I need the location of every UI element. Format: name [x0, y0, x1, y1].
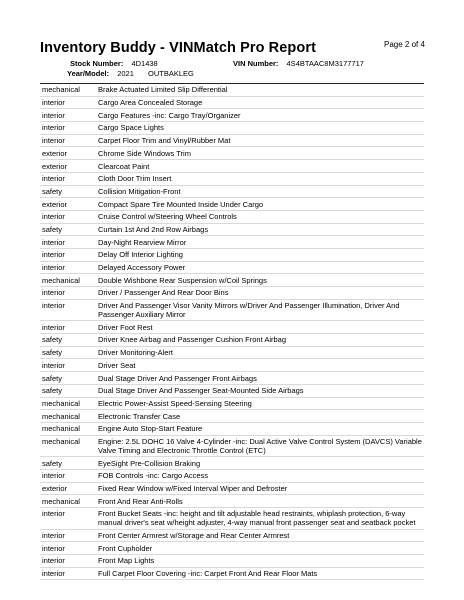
vin-number-field	[233, 59, 364, 68]
feature-category: interior	[42, 471, 65, 481]
feature-row	[40, 530, 424, 543]
feature-category: interior	[42, 569, 65, 579]
feature-category: interior	[42, 301, 65, 311]
feature-row	[40, 236, 424, 249]
feature-row	[40, 410, 424, 423]
feature-description: FOB Controls -inc: Cargo Access	[98, 471, 209, 481]
feature-category: interior	[42, 98, 65, 108]
feature-row	[40, 483, 424, 496]
feature-description: Brake Actuated Limited Slip Differential	[98, 85, 228, 95]
feature-row	[40, 274, 424, 287]
feature-description: Cruise Control w/Steering Wheel Controls	[98, 212, 237, 222]
feature-description: Dual Stage Driver And Passenger Front Airbags	[98, 373, 257, 383]
feature-category: safety	[42, 458, 63, 468]
feature-row	[40, 542, 424, 555]
feature-description: Day-Night Rearview Mirror	[98, 237, 187, 247]
feature-description: Front Map Lights	[98, 556, 155, 566]
feature-category: mechanical	[42, 398, 80, 408]
feature-description: Cargo Space Lights	[98, 123, 164, 133]
report-title: Inventory Buddy - VINMatch Pro Report	[40, 40, 316, 56]
feature-category: interior	[42, 322, 65, 332]
feature-category: interior	[42, 110, 65, 120]
feature-row	[40, 372, 424, 385]
feature-description: Electronic Transfer Case	[98, 411, 181, 421]
feature-description: Collision Mitigation-Front	[98, 186, 181, 196]
feature-category: interior	[42, 212, 65, 222]
feature-row	[40, 147, 424, 160]
feature-category: interior	[42, 531, 65, 541]
feature-category: interior	[42, 237, 65, 247]
feature-row	[40, 300, 424, 322]
feature-category: exterior	[42, 199, 68, 209]
feature-description: Curtain 1st And 2nd Row Airbags	[98, 224, 209, 234]
feature-row	[40, 508, 424, 530]
feature-row	[40, 334, 424, 347]
feature-category: interior	[42, 123, 65, 133]
feature-row	[40, 84, 424, 97]
stock-number-label: Stock Number:	[70, 59, 124, 68]
feature-description: Full Carpet Floor Covering -inc: Carpet Front And Rear Floor Mats	[98, 569, 318, 579]
feature-description: Front And Rear Anti-Rolls	[98, 496, 183, 506]
feature-description: Driver Foot Rest	[98, 322, 153, 332]
feature-row	[40, 436, 424, 458]
feature-category: exterior	[42, 148, 68, 158]
feature-category: interior	[42, 250, 65, 260]
feature-category: interior	[42, 360, 65, 370]
stock-number-value: 4D1438	[131, 59, 158, 68]
feature-description: Double Wishbone Rear Suspension w/Coil Springs	[98, 275, 267, 285]
feature-description: Cargo Features -inc: Cargo Tray/Organizer	[98, 110, 241, 120]
feature-row	[40, 173, 424, 186]
feature-category: safety	[42, 224, 63, 234]
feature-description: Driver Knee Airbag and Passenger Cushion Front Airbag	[98, 335, 287, 345]
feature-category: interior	[42, 263, 65, 273]
feature-row	[40, 347, 424, 360]
feature-description: Front Cupholder	[98, 543, 153, 553]
feature-category: interior	[42, 288, 65, 298]
feature-description: Driver Seat	[98, 360, 136, 370]
feature-row	[40, 224, 424, 237]
model-value: OUTBAKLEG	[147, 69, 194, 78]
feature-description: Fixed Rear Window w/Fixed Interval Wiper and Defroster	[98, 484, 288, 494]
stock-number-field	[70, 59, 158, 68]
feature-description: Delay Off Interior Lighting	[98, 250, 183, 260]
feature-row	[40, 287, 424, 300]
feature-category: safety	[42, 335, 63, 345]
year-model-label: Year/Model:	[67, 69, 110, 78]
feature-row	[40, 423, 424, 436]
feature-category: safety	[42, 348, 63, 358]
feature-row	[40, 97, 424, 110]
feature-description: Electric Power-Assist Speed-Sensing Steering	[98, 398, 252, 408]
feature-description: Cloth Door Trim Insert	[98, 174, 172, 184]
feature-description: Driver Monitoring-Alert	[98, 348, 174, 358]
feature-category: interior	[42, 136, 65, 146]
feature-description: Engine Auto Stop-Start Feature	[98, 424, 203, 434]
feature-row	[40, 186, 424, 199]
feature-category: mechanical	[42, 436, 80, 446]
feature-description: Chrome Side Windows Trim	[98, 148, 191, 158]
feature-row	[40, 495, 424, 508]
feature-row	[40, 398, 424, 411]
year-model-field	[67, 69, 194, 78]
feature-row	[40, 321, 424, 334]
vin-number-label: VIN Number:	[233, 59, 279, 68]
feature-description: EyeSight Pre-Collision Braking	[98, 458, 201, 468]
feature-category: safety	[42, 386, 63, 396]
feature-row	[40, 568, 424, 581]
feature-description: Driver / Passenger And Rear Door Bins	[98, 288, 229, 298]
feature-category: interior	[42, 509, 65, 519]
feature-category: mechanical	[42, 411, 80, 421]
feature-category: mechanical	[42, 424, 80, 434]
feature-row	[40, 122, 424, 135]
feature-category: interior	[42, 556, 65, 566]
feature-description: Dual Stage Driver And Passenger Seat-Mounted Side Airbags	[98, 386, 304, 396]
feature-category: exterior	[42, 484, 68, 494]
feature-category: safety	[42, 186, 63, 196]
feature-row	[40, 470, 424, 483]
year-value: 2021	[117, 69, 134, 78]
feature-category: interior	[42, 543, 65, 553]
feature-description: Front Bucket Seats -inc: height and tilt adjustable head restraints, whiplash protection, 6-way manual driver's seat w/height adjuster, 4-way manual front passenger seat and seatback pocket	[98, 509, 416, 528]
feature-list	[40, 84, 424, 580]
feature-description: Cargo Area Concealed Storage	[98, 98, 203, 108]
feature-row	[40, 135, 424, 148]
feature-description: Front Center Armrest w/Storage and Rear Center Armrest	[98, 531, 290, 541]
feature-description: Clearcoat Paint	[98, 161, 150, 171]
feature-description: Delayed Accessory Power	[98, 263, 186, 273]
feature-category: mechanical	[42, 496, 80, 506]
feature-row	[40, 262, 424, 275]
feature-row	[40, 160, 424, 173]
feature-row	[40, 385, 424, 398]
feature-category: mechanical	[42, 85, 80, 95]
feature-row	[40, 198, 424, 211]
feature-description: Carpet Floor Trim and Vinyl/Rubber Mat	[98, 136, 231, 146]
feature-category: mechanical	[42, 275, 80, 285]
feature-row	[40, 211, 424, 224]
feature-category: interior	[42, 174, 65, 184]
feature-category: exterior	[42, 161, 68, 171]
feature-row	[40, 249, 424, 262]
page-number: Page 2 of 4	[384, 40, 425, 49]
feature-description: Engine: 2.5L DOHC 16 Valve 4-Cylinder -inc: Dual Active Valve Control System (DAVCS) Variable Valve Timing and Electronic Throttle Control (ETC)	[98, 436, 422, 455]
feature-description: Driver And Passenger Visor Vanity Mirrors w/Driver And Passenger Illumination, Driver And Passenger Auxiliary Mirror	[98, 301, 400, 320]
feature-row	[40, 555, 424, 568]
feature-row	[40, 457, 424, 470]
feature-description: Compact Spare Tire Mounted Inside Under Cargo	[98, 199, 264, 209]
feature-row	[40, 359, 424, 372]
feature-row	[40, 109, 424, 122]
feature-category: safety	[42, 373, 63, 383]
vin-number-value: 4S4BTAAC8M3177717	[286, 59, 364, 68]
